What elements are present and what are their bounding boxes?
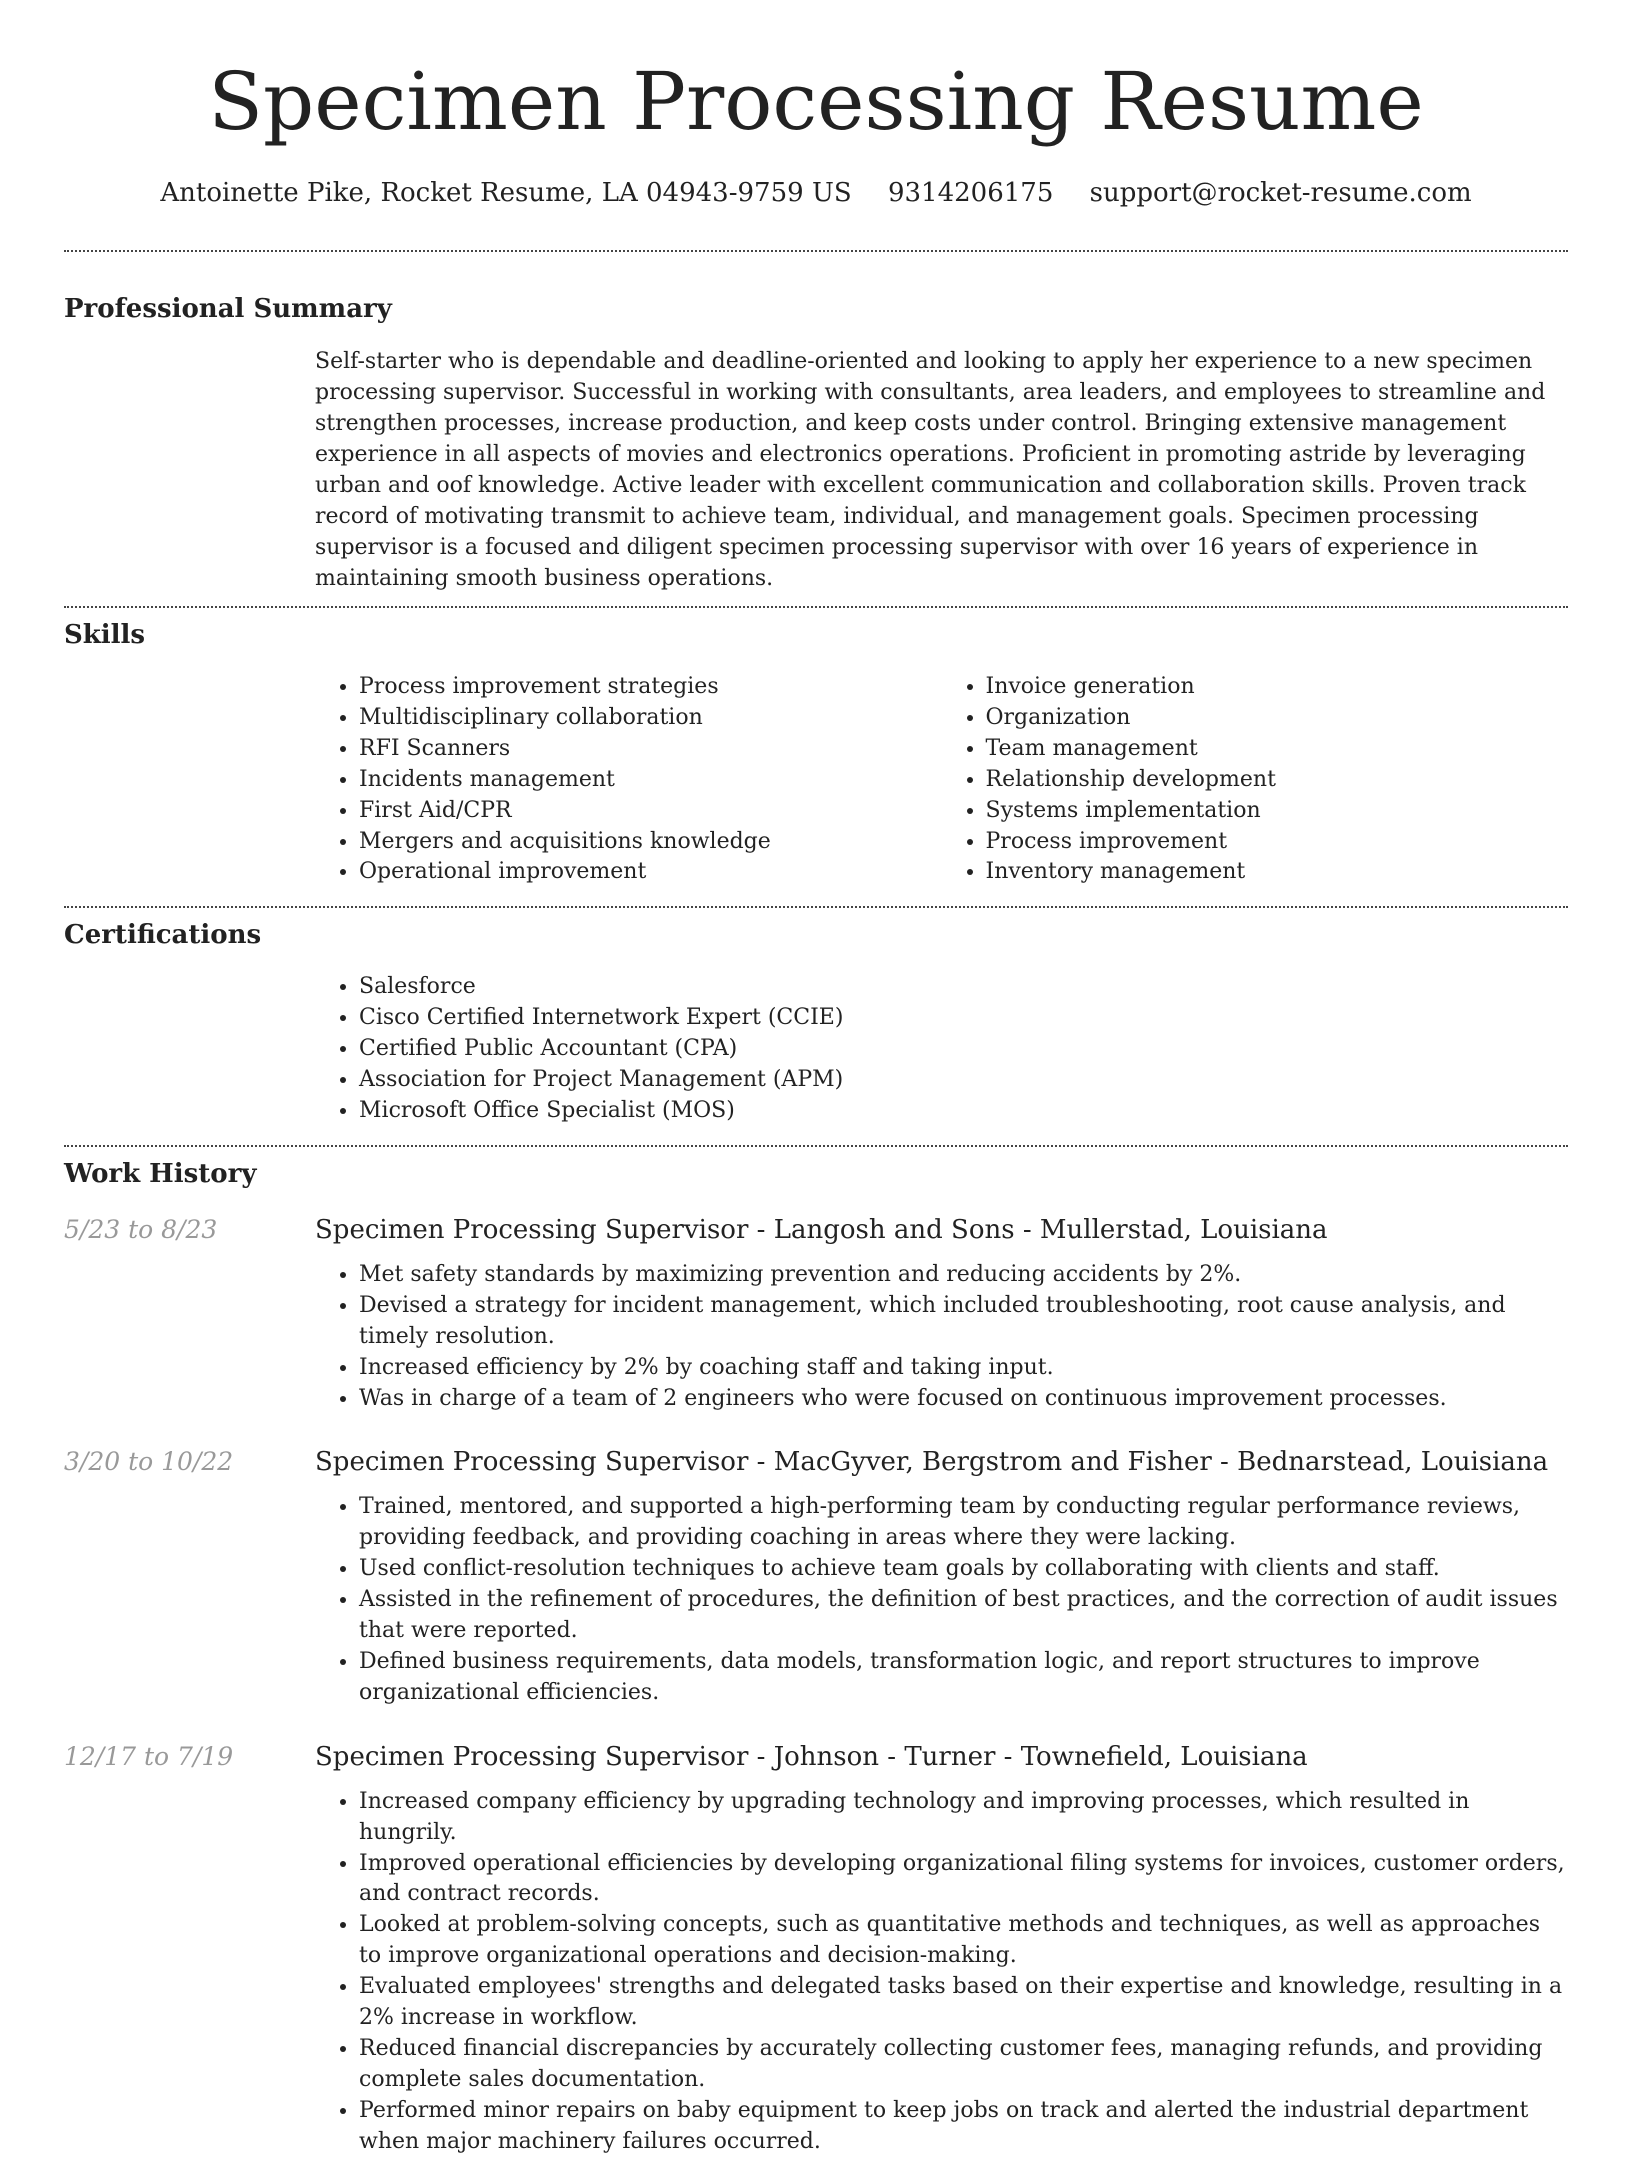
skill-item: • Invoice generation — [986, 672, 1569, 703]
job-bullet: • Looked at problem-solving concepts, such as quantitative methods and techniques, as well as approaches to improve organizational operations and decision-making. — [359, 1910, 1568, 1972]
skill-item: • Systems implementation — [986, 796, 1569, 827]
skill-item: • Operational improvement — [359, 857, 942, 888]
skills-list — [315, 672, 1568, 888]
skill-item: • Inventory management — [986, 857, 1569, 888]
job-title: Specimen Processing Supervisor - Johnson - Turner - Townefield, Louisiana — [315, 1741, 1308, 1772]
certification-item: • Certified Public Accountant (CPA) — [359, 1034, 1568, 1065]
skill-item: • Organization — [986, 703, 1569, 734]
job-bullet: • Performed minor repairs on baby equipment to keep jobs on track and alerted the industrial department when major machinery failures occurred. — [359, 2096, 1568, 2158]
job-bullet: • Devised a strategy for incident management, which included troubleshooting, root cause analysis, and timely resolution. — [359, 1291, 1568, 1353]
job-bullet: • Increased efficiency by 2% by coaching staff and taking input. — [359, 1353, 1568, 1384]
certifications-heading: Certifications — [64, 920, 262, 951]
certification-item: • Salesforce — [359, 972, 1568, 1003]
job-bullet: • Improved operational efficiencies by developing organizational filing systems for invoices, customer orders, and contract records. — [359, 1849, 1568, 1911]
divider — [64, 1145, 1568, 1147]
contact-line — [64, 176, 1568, 210]
job-bullet: • Reduced financial discrepancies by accurately collecting customer fees, managing refunds, and providing complete sales documentation. — [359, 2034, 1568, 2096]
summary-text: Self-starter who is dependable and deadline-oriented and looking to apply her experience to a new specimen processing supervisor. Successful in working with consultants, area leaders, and employees to streamline and strengthen processes, increase production, and keep costs under control. Bringing extensive management experience in all aspects of movies and electronics operations. Proficient in promoting astride by leveraging urban and oof knowledge. Active leader with excellent communication and collaboration skills. Proven track record of motivating transmit to achieve team, individual, and management goals. Specimen processing supervisor is a focused and diligent specimen processing supervisor with over 16 years of experience in maintaining smooth business operations. — [315, 349, 1546, 591]
job-bullet: • Was in charge of a team of 2 engineers who were focused on continuous improvement processes. — [359, 1384, 1568, 1415]
summary-heading: Professional Summary — [64, 294, 392, 324]
job-bullet: • Assisted in the refinement of procedures, the definition of best practices, and the correction of audit issues that were reported. — [359, 1585, 1568, 1647]
resume-page — [64, 0, 1568, 2158]
job-bullet: • Met safety standards by maximizing prevention and reducing accidents by 2%. — [359, 1260, 1568, 1291]
certification-item: • Microsoft Office Specialist (MOS) — [359, 1096, 1568, 1127]
job-dates: 5/23 to 8/23 — [64, 1214, 218, 1244]
contact-email: support@rocket-resume.com — [1089, 178, 1472, 208]
job-bullet: • Increased company efficiency by upgrading technology and improving processes, which resulted in hungrily. — [359, 1787, 1568, 1849]
job-entry — [64, 1213, 1568, 1415]
contact-phone: 9314206175 — [887, 178, 1054, 208]
skill-item: • Incidents management — [359, 765, 942, 796]
skill-item: • Process improvement — [986, 827, 1569, 858]
job-bullet: • Used conflict-resolution techniques to achieve team goals by collaborating with clients and staff. — [359, 1554, 1568, 1585]
skill-item: • First Aid/CPR — [359, 796, 942, 827]
job-bullet: • Defined business requirements, data models, transformation logic, and report structures to improve organizational efficiencies. — [359, 1647, 1568, 1709]
divider — [64, 250, 1568, 252]
skill-item: • Team management — [986, 734, 1569, 765]
certifications-list — [315, 972, 1568, 1127]
job-dates: 12/17 to 7/19 — [64, 1741, 234, 1771]
job-bullets — [315, 1787, 1568, 2158]
job-title: Specimen Processing Supervisor - MacGyver, Bergstrom and Fisher - Bednarstead, Louisiana — [315, 1447, 1549, 1478]
certification-item: • Cisco Certified Internetwork Expert (CCIE) — [359, 1003, 1568, 1034]
work-history-heading: Work History — [64, 1158, 257, 1189]
job-title: Specimen Processing Supervisor - Langosh and Sons - Mullerstad, Louisiana — [315, 1214, 1328, 1245]
job-bullets — [315, 1492, 1568, 1708]
skills-column-left — [315, 672, 942, 888]
page-title: Specimen Processing Resume — [208, 55, 1424, 148]
skill-item: • RFI Scanners — [359, 734, 942, 765]
certification-item: • Association for Project Management (APM) — [359, 1065, 1568, 1096]
job-entry — [64, 1740, 1568, 2158]
skill-item: • Relationship development — [986, 765, 1569, 796]
job-bullets — [315, 1260, 1568, 1415]
job-bullet: • Trained, mentored, and supported a high-performing team by conducting regular performance reviews, providing feedback, and providing coaching in areas where they were lacking. — [359, 1492, 1568, 1554]
skill-item: • Multidisciplinary collaboration — [359, 703, 942, 734]
job-dates: 3/20 to 10/22 — [64, 1447, 234, 1477]
skills-column-right — [942, 672, 1569, 888]
skill-item: • Process improvement strategies — [359, 672, 942, 703]
contact-address: Antoinette Pike, Rocket Resume, LA 04943-9759 US — [160, 178, 852, 208]
job-bullet: • Evaluated employees' strengths and delegated tasks based on their expertise and knowledge, resulting in a 2% increase in workflow. — [359, 1972, 1568, 2034]
job-entry — [64, 1445, 1568, 1708]
skills-heading: Skills — [64, 620, 146, 650]
divider — [64, 906, 1568, 908]
divider — [64, 606, 1568, 608]
skill-item: • Mergers and acquisitions knowledge — [359, 827, 942, 858]
